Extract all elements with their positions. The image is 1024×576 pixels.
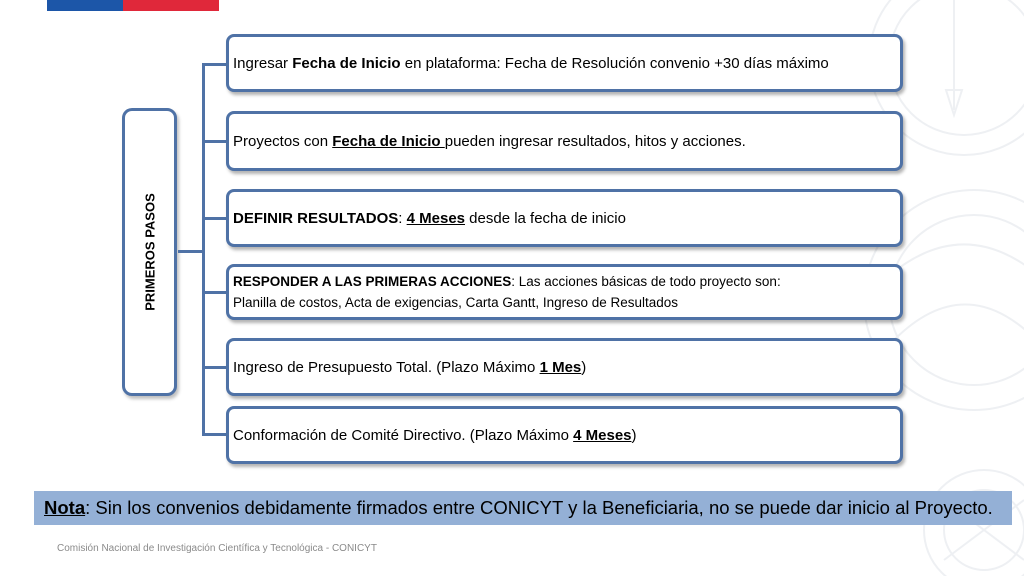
connector-branch — [202, 217, 228, 220]
step-text: Ingresar Fecha de Inicio en plataforma: Fecha de Resolución convenio +30 días máximo — [233, 54, 829, 72]
connector-trunk — [202, 63, 205, 436]
note-banner — [34, 491, 1012, 525]
step-text: Proyectos con Fecha de Inicio pueden ingresar resultados, hitos y acciones. — [233, 132, 746, 150]
connector-branch — [202, 291, 228, 294]
step-box-proyectos — [226, 111, 903, 171]
step-text: Ingreso de Presupuesto Total. (Plazo Máximo 1 Mes) — [233, 358, 587, 376]
step-box-responder-acciones — [226, 264, 903, 320]
step-text: Conformación de Comité Directivo. (Plazo Máximo 4 Meses) — [233, 426, 637, 444]
footer-text: Comisión Nacional de Investigación Científica y Tecnológica - CONICYT — [57, 543, 377, 554]
flag-red-segment — [123, 0, 219, 11]
step-box-comite — [226, 406, 903, 464]
step-box-definir-resultados — [226, 189, 903, 247]
step-text-line2: Planilla de costos, Acta de exigencias, Carta Gantt, Ingreso de Resultados — [233, 295, 679, 310]
step-text: RESPONDER A LAS PRIMERAS ACCIONES: Las acciones básicas de todo proyecto son: — [233, 274, 781, 289]
connector-branch — [202, 366, 228, 369]
note-text: : Sin los convenios debidamente firmados entre CONICYT y la Beneficiaria, no se puede dar inicio al Proyecto. — [85, 497, 993, 518]
step-box-fecha-inicio — [226, 34, 903, 92]
flag-bar — [47, 0, 219, 11]
note-label: Nota — [44, 497, 86, 518]
connector-branch — [202, 140, 228, 143]
connector-stub — [178, 250, 204, 253]
flag-blue-segment — [47, 0, 123, 11]
primeros-pasos-box — [122, 108, 177, 396]
step-box-presupuesto — [226, 338, 903, 396]
side-label: PRIMEROS PASOS — [142, 193, 157, 311]
step-text: DEFINIR RESULTADOS: 4 Meses desde la fecha de inicio — [233, 209, 626, 227]
connector-branch — [202, 63, 228, 66]
connector-branch — [202, 433, 228, 436]
